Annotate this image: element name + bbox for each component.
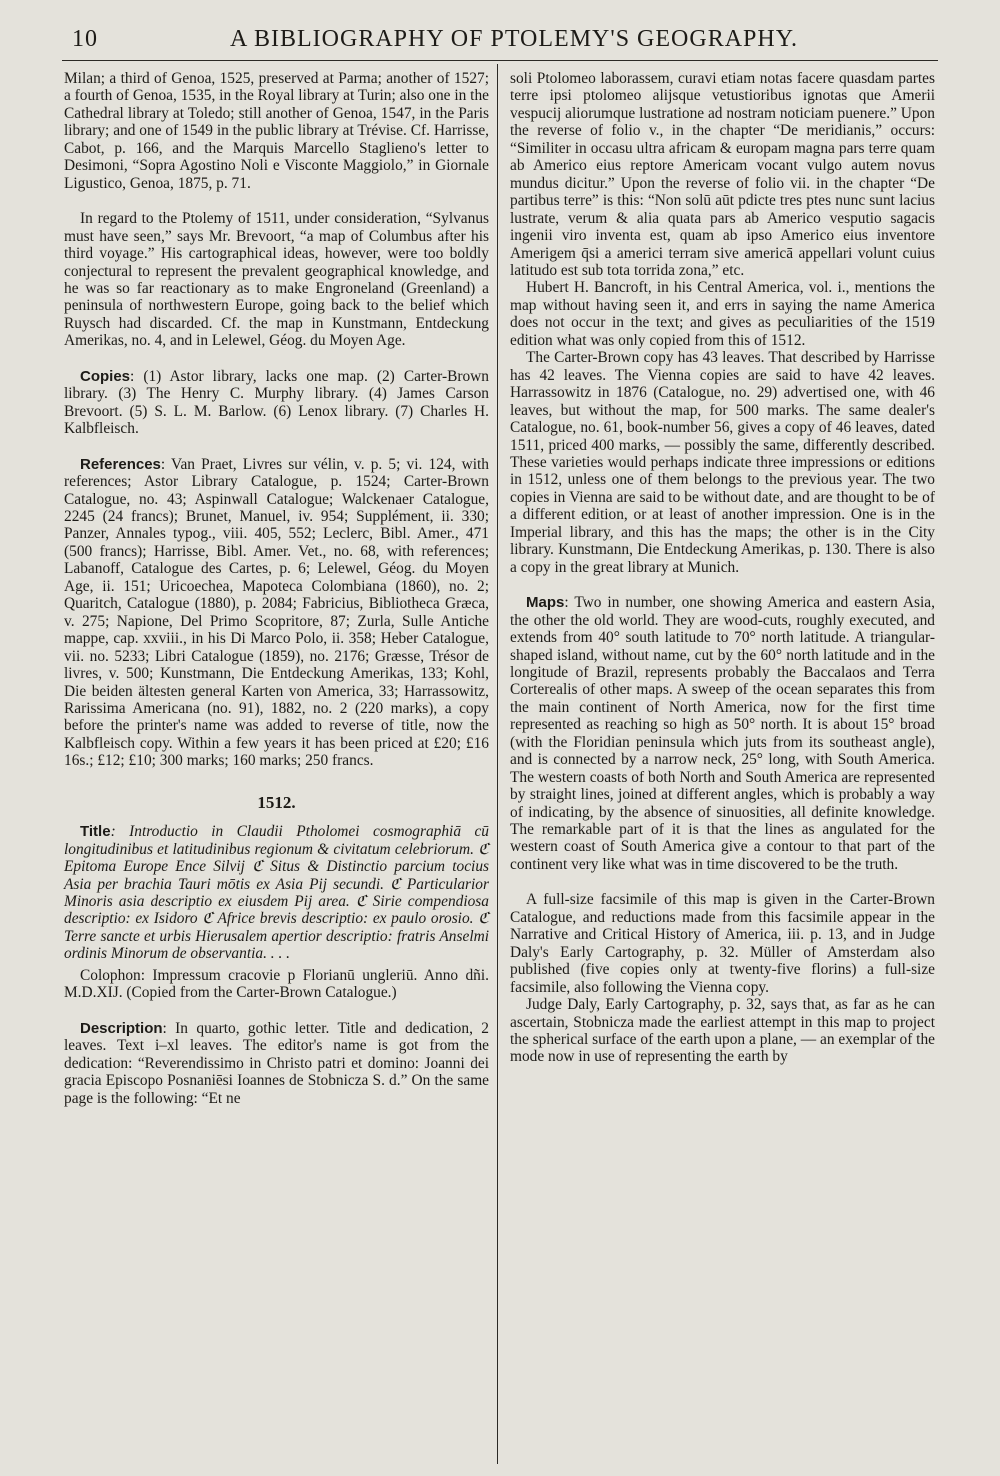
header-rule bbox=[62, 60, 938, 61]
paragraph-latin-quote: soli Ptolomeo laborassem, curavi etiam notas facere quasdam partes terre ipsi ptolomeo alijsque vetustioribus ignotas que Amerii vespucij aliorumque lustratione ad nostram noticiam puenere.” Upon the reverse of folio v., in the chapter “De meridianis,” occurs: “Similiter in occasu ultra africam & europam magna pars terre quam ab Americo eius reptore Americam vocant vulgo autem novus mundus dicitur.” Upon the reverse of folio vii. in the chapter “De partibus terre” is this: “Non solū aūt pdicte tres ptes nunc sunt lacius lustrate, verum & alia quata pars ab Americo vesputio sagacis ingenii viro inventa est, quam ab ipso Americo eius inventore Amerigem q̄si a americi terram sive americā appellari volunt cuius latitudo est sub tota torrida zona,” etc. bbox=[510, 70, 935, 279]
paragraph-bancroft: Hubert H. Bancroft, in his Central America, vol. i., mentions the map without having seen it, and errs in saying the name America does not occur in the text; and gives as peculiarities of the 1519 edition what was only copied from this of 1512. bbox=[510, 279, 935, 349]
references-text: : Van Praet, Livres sur vélin, v. p. 5; vi. 124, with references; Astor Library Catalogue, p. 1524; Carter-Brown Catalogue, no. 43; Aspinwall Catalogue; Walckenaer Catalogue, 2245 (24 francs); Brunet, Manuel, iv. 954; Supplément, ii. 330; Panzer, Annales typog., viii. 405, 552; Leclerc, Bibl. Amer., 471 (500 francs); Harrisse, Bibl. Amer. Vet., no. 68, with references; Labanoff, Catalogue des Cartes, p. 6; Lelewel, Géog. du Moyen Age, ii. 151; Uricoechea, Mapoteca Colombiana (1860), no. 2; Quaritch, Catalogue (1880), p. 2084; Fabricius, Bibliotheca Græca, v. 275; Napione, Del Primo Scopritore, 87; Zurla, Sulle Antiche mappe, cap. xxviii., in his Di Marco Polo, ii. 358; Heber Catalogue, vii. no. 5233; Libri Catalogue (1859), no. 2176; Græsse, Trésor de livres, v. 500; Kunstmann, Die Entdeckung Amerikas, 133; Kohl, Die beiden ältesten general Karten von America, 33; Harrassowitz, Rarissima Americana (no. 91), 1882, no. 2 (220 marks), a copy before the printer's name was added to reverse of title, now the Kalbfleisch copy. Within a few years it has been priced at £20; £16 16s.; £12; £10; 300 marks; 160 marks; 250 francs. bbox=[64, 455, 489, 770]
colophon-entry: Colophon: Impressum cracovie p Florianū ungleriū. Anno dñi. M.D.XIJ. (Copied from the Carter-Brown Catalogue.) bbox=[64, 966, 489, 1002]
copies-entry bbox=[64, 368, 489, 438]
page-number: 10 bbox=[72, 26, 98, 52]
paragraph-facsimile: A full-size facsimile of this map is given in the Carter-Brown Catalogue, and reductions made from this facsimile appear in the Narrative and Critical History of America, iii. p. 13, and in Judge Daly's Early Cartography, p. 32. Müller of Amsterdam also published (five copies only at twenty-five florins) a full-size facsimile, also following the Vienna copy. bbox=[510, 891, 935, 996]
copies-label: Copies bbox=[80, 367, 131, 385]
references-entry bbox=[64, 456, 489, 770]
maps-entry bbox=[510, 594, 935, 873]
column-divider bbox=[497, 64, 498, 1464]
running-title: A BIBLIOGRAPHY OF PTOLEMY'S GEOGRAPHY. bbox=[230, 26, 798, 52]
right-column bbox=[510, 70, 935, 1066]
paragraph-milan: Milan; a third of Genoa, 1525, preserved at Parma; another of 1527; a fourth of Genoa, 1535, in the Royal library at Turin; also one in the Cathedral library at Toledo; still another of Genoa, 1547, in the Paris library; and one of 1549 in the public library at Trévise. Cf. Harrisse, Cabot, p. 166, and the Marquis Marcello Staglieno's letter to Desimoni, “Sopra Agostino Noli e Visconte Maggiolo,” in Giornale Ligustico, Genoa, 1875, p. 71. bbox=[64, 70, 489, 192]
title-text: : Introductio in Claudii Ptholomei cosmographiā cū longitudinibus et latitudinibus regionum & civitatum celebriorum. ℭ Epitoma Europe Ence Silvij ℭ Situs & Distinctio parcium tocius Asia per brachia Tauri mōtis ex Asia Pij secundi. ℭ Particularior Minoris asia descriptio ex eiusdem Pij area. ℭ Sirie compendiosa descriptio: ex Isidoro ℭ Africe brevis descriptio: ex paulo orosio. ℭ Terre sancte et urbis Hierusalem apertior descriptio: fratris Anselmi ordinis Minorum de observantia. . . . bbox=[64, 823, 489, 963]
year-heading: 1512. bbox=[257, 792, 296, 812]
title-entry bbox=[64, 823, 489, 963]
paragraph-judge-daly: Judge Daly, Early Cartography, p. 32, says that, as far as he can ascertain, Stobnicza made the earliest attempt in this map to project the spherical surface of the earth upon a plane, — an exemplar of the mode now in use of representing the earth by bbox=[510, 996, 935, 1066]
description-label: Description bbox=[80, 1019, 163, 1037]
paragraph-ptolemy-1511: In regard to the Ptolemy of 1511, under consideration, “Sylvanus must have seen,” says Mr. Brevoort, “a map of Columbus after his third voyage.” His cartographical ideas, however, were too boldly conjectural to represent the prevalent geographical knowledge, and he was so far reactionary as to make Engroneland (Greenland) a peninsula of northwestern Europe, going back to the belief which Ruysch had discarded. Cf. the map in Kunstmann, Entdeckung Amerikas, no. 4, and in Lelewel, Géog. du Moyen Age. bbox=[64, 210, 489, 350]
description-text: : In quarto, gothic letter. Title and dedication, 2 leaves. Text i–xl leaves. The editor's name is got from the dedication: “Reverendissimo in Christo patri et domino: Joanni dei gracia Episcopo Posnaniēsi Ioannes de Stobnicza S. d.” On the same page is the following: “Et ne bbox=[64, 1019, 489, 1107]
page-header bbox=[58, 22, 938, 62]
maps-text: : Two in number, one showing America and eastern Asia, the other the old world. They are wood-cuts, roughly executed, and extends from 40° south latitude to 70° north latitude. A triangular-shaped island, without name, cut by the 60° north latitude and in the longitude of Brazil, represents probably the Baccalaos and Terra Corterealis of other maps. A sweep of the ocean separates this from the main continent of North America, now for the first time represented as reaching so high as 50° north. It is about 15° broad (with the Floridian peninsula which juts from its southeast angle), and is connected by a narrow neck, 25° long, with South America. The western coasts of both North and South America are represented by straight lines, joined at different angles, which is probably a way of indicating, by the absence of sinuosities, all definite knowledge. The remarkable part of it is that the lines as angulated for the western coast of South America give a contour to that part of the continent very like what was in time discovered to be the truth. bbox=[510, 594, 935, 873]
paragraph-carter-brown-copy: The Carter-Brown copy has 43 leaves. That described by Harrisse has 42 leaves. The Vienna copies are said to have 42 leaves. Harrassowitz in 1876 (Catalogue, no. 29) advertised one, with 46 leaves, but without the map, for 500 marks. The same dealer's Catalogue, no. 61, book-number 56, gives a copy of 46 leaves, dated 1511, priced 400 marks, — possibly the same, differently described. These varieties would perhaps indicate three impressions or editions in 1512, unless one of them belongs to the previous year. The two copies in Vienna are said to be without date, and are thought to be of a different edition, or at least of another impression. One is in the Imperial library, and this has the maps; the other is in the City library. Kunstmann, Die Entdeckung Amerikas, p. 130. There is also a copy in the great library at Munich. bbox=[510, 349, 935, 576]
maps-label: Maps bbox=[526, 594, 565, 612]
title-label: Title bbox=[80, 823, 111, 841]
references-label: References bbox=[80, 455, 161, 473]
left-column bbox=[64, 70, 489, 1107]
copies-text: : (1) Astor library, lacks one map. (2) Carter-Brown library. (3) The Henry C. Murphy library. (4) James Carson Brevoort. (5) S. L. M. Barlow. (6) Lenox library. (7) Charles H. Kalbfleisch. bbox=[64, 367, 489, 438]
description-entry bbox=[64, 1020, 489, 1107]
